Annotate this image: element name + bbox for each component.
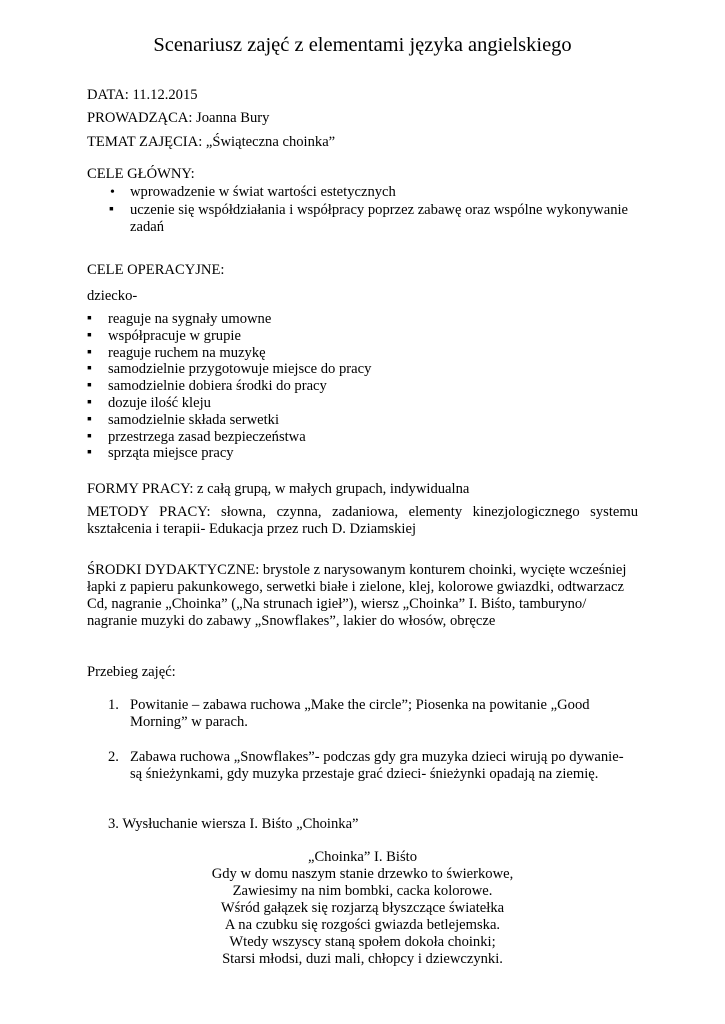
topic-line: TEMAT ZAJĘCIA: „Świąteczna choinka” — [87, 134, 336, 150]
operational-goal-item: ▪ sprząta miejsce pracy — [108, 445, 234, 462]
operational-goal-item: ▪ przestrzega zasad bezpieczeństwa — [108, 429, 306, 446]
operational-goal-item: ▪ reaguje na sygnały umowne — [108, 311, 271, 328]
poem-line: Zawiesimy na nim bombki, cacka kolorowe. — [232, 883, 493, 899]
work-forms-line: FORMY PRACY: z całą grupą, w małych grupach, indywidualna — [87, 481, 470, 497]
poem-line: A na czubku się rozgości gwiazda betlejemska. — [224, 917, 501, 933]
poem-title: „Choinka” I. Biśto — [307, 849, 418, 865]
step-number: 2. — [108, 749, 119, 765]
main-goal-item: ▪ uczenie się współdziałania i współpracy poprzez zabawę oraz wspólne wykonywanie — [130, 202, 628, 219]
operational-goal-item: ▪ samodzielnie dobiera środki do pracy — [108, 378, 327, 395]
lesson-step: Zabawa ruchowa „Snowflakes”- podczas gdy gra muzyka dzieci wirują po dywanie- — [130, 749, 624, 765]
operational-goal-item: ▪ współpracuje w grupie — [108, 328, 241, 345]
lesson-step-continued: Morning” w parach. — [130, 714, 248, 730]
teaching-aids-line: Cd, nagranie „Choinka” („Na strunach igieł”), wiersz „Choinka” I. Biśto, tamburyno/ — [87, 596, 587, 612]
poem-line: Wtedy wszyscy staną społem dokoła choinki; — [229, 934, 496, 950]
poem-line: Starsi młodsi, duzi mali, chłopcy i dziewczynki. — [222, 951, 503, 967]
main-goal-item-continued: zadań — [130, 219, 165, 235]
date-line: DATA: 11.12.2015 — [87, 87, 198, 103]
teacher-line: PROWADZĄCA: Joanna Bury — [87, 110, 270, 126]
teaching-aids-line: nagranie muzyki do zabawy „Snowflakes”, lakier do włosów, obręcze — [87, 613, 496, 629]
teaching-aids-line: łapki z papieru pakunkowego, serwetki białe i zielone, klej, kolorowe gwiazdki, odtwarzacz — [87, 579, 624, 595]
main-goal-item: • wprowadzenie w świat wartości estetycznych — [130, 184, 396, 201]
operational-goal-item: ▪ dozuje ilość kleju — [108, 395, 211, 412]
poem-line: Wśród gałązek się rozjarzą błyszczące światełka — [220, 900, 505, 916]
document-title: Scenariusz zajęć z elementami języka angielskiego — [153, 34, 572, 56]
operational-goal-item: ▪ samodzielnie przygotowuje miejsce do pracy — [108, 361, 371, 378]
teaching-aids-line: ŚRODKI DYDAKTYCZNE: brystole z narysowanym konturem choinki, wycięte wcześniej — [87, 562, 627, 578]
lesson-step: 3. Wysłuchanie wiersza I. Biśto „Choinka” — [108, 816, 359, 832]
poem-line: Gdy w domu naszym stanie drzewko to świerkowe, — [211, 866, 514, 882]
lesson-step-continued: są śnieżynkami, gdy muzyka przestaje grać dzieci- śnieżynki opadają na ziemię. — [130, 766, 599, 782]
operational-goals-intro: dziecko- — [87, 288, 138, 304]
lesson-course-heading: Przebieg zajęć: — [87, 664, 176, 680]
step-number: 1. — [108, 697, 119, 713]
work-methods-line-continued: kształcenia i terapii- Edukacja przez ruch D. Dziamskiej — [87, 521, 417, 537]
main-goals-heading: CELE GŁÓWNY: — [87, 166, 195, 182]
lesson-step: Powitanie – zabawa ruchowa „Make the circle”; Piosenka na powitanie „Good — [130, 697, 590, 713]
operational-goal-item: ▪ samodzielnie składa serwetki — [108, 412, 279, 429]
work-methods-line: METODY PRACY: słowna, czynna, zadaniowa, elementy kinezjologicznego systemu — [87, 504, 638, 520]
operational-goals-heading: CELE OPERACYJNE: — [87, 262, 225, 278]
operational-goal-item: ▪ reaguje ruchem na muzykę — [108, 345, 266, 362]
